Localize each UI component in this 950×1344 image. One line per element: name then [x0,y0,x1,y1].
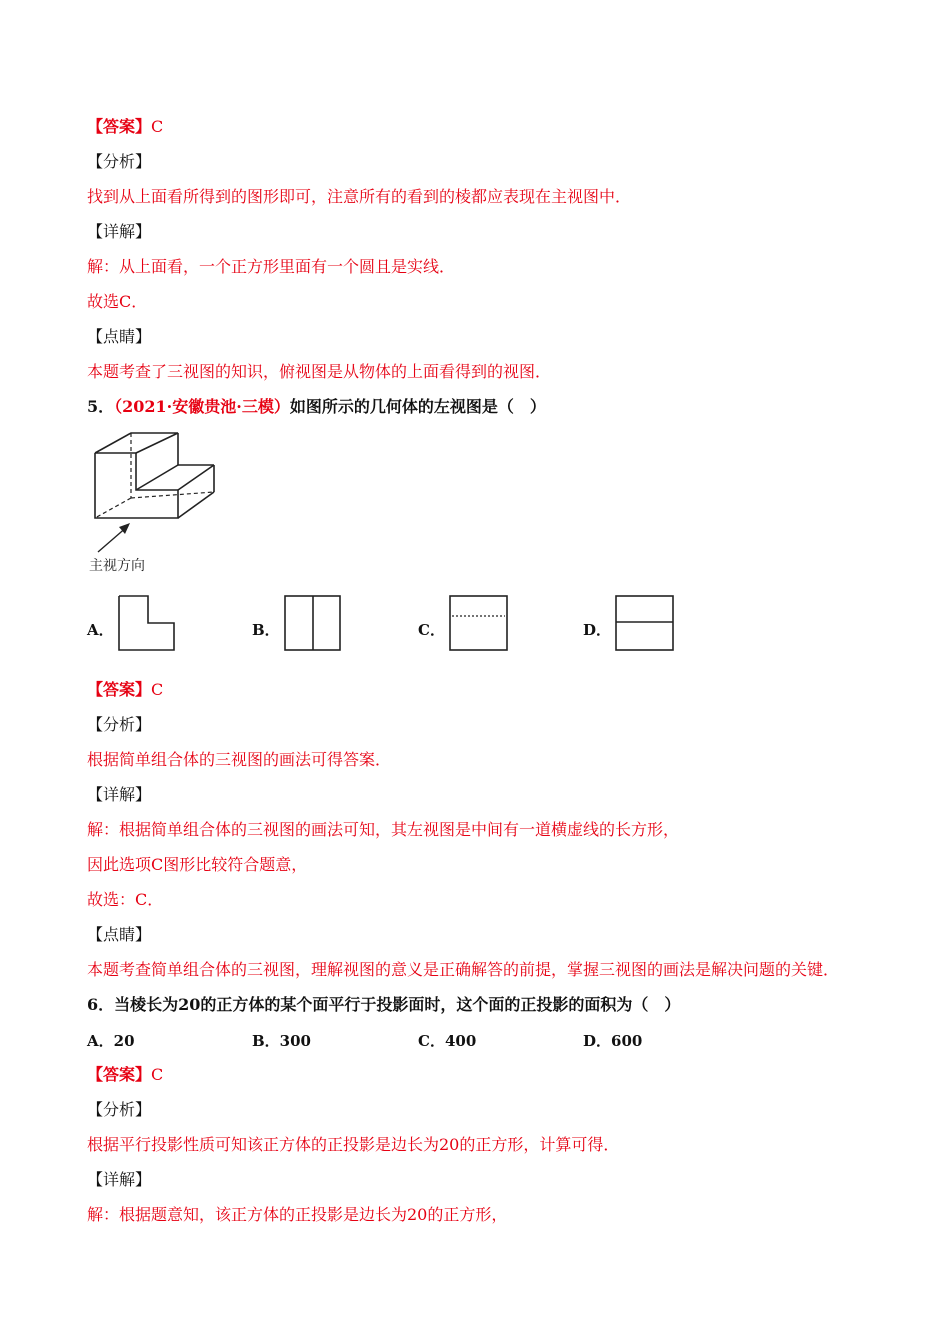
option-c-label: C． [418,621,445,639]
hidden-diagonal-edge [95,498,131,518]
answer-tag: 【答案】 [87,680,152,699]
answer-value: C [151,117,164,136]
figure-caption: 主视方向 [89,558,145,574]
analysis-text: 根据简单组合体的三视图的画法可得答案． [87,750,392,769]
comment-tag: 【点睛】 [87,925,152,944]
option-c: C．400 [418,1032,477,1050]
question-6-stem: 6．当棱长为20的正方体的某个面平行于投影面时，这个面的正投影的面积为（ ） [87,995,681,1014]
solid-figure [86,428,226,554]
answer-tag: 【答案】 [87,117,152,136]
detail-text: 解：从上面看，一个正方形里面有一个圆且是实线． [87,257,456,276]
comment-tag: 【点睛】 [87,327,152,346]
option-a: A．20 [87,1032,135,1050]
q6-answer-line [87,1065,163,1085]
comment-text: 本题考查了三视图的知识，俯视图是从物体的上面看得到的视图． [87,362,552,381]
detail-conclusion: 故选：C． [87,890,164,909]
detail-text-2: 因此选项C图形比较符合题意， [87,855,308,874]
option-d: D．600 [583,1032,643,1050]
detail-text: 解：根据简单组合体的三视图的画法可知，其左视图是中间有一道横虚线的长方形， [87,820,680,839]
hidden-bottom-edge [131,492,214,498]
analysis-tag: 【分析】 [87,152,152,171]
answer-value: C [151,1065,164,1084]
analysis-tag: 【分析】 [87,1100,152,1119]
answer-value: C [151,680,164,699]
q5-answer-line [87,680,163,700]
question-text: 如图所示的几何体的左视图是（ ） [289,397,546,416]
option-b-label: B． [252,621,280,639]
detail-tag: 【详解】 [87,785,152,804]
q4-answer-line [87,117,163,137]
detail-tag: 【详解】 [87,1170,152,1189]
view-direction-arrow [98,523,130,552]
detail-conclusion: 故选C． [87,292,148,311]
option-a-label: A． [87,621,114,639]
option-d-figure [614,594,676,652]
answer-tag: 【答案】 [87,1065,152,1084]
question-number: 5． [87,397,115,416]
option-c-figure [448,594,510,652]
detail-text: 解：根据题意知，该正方体的正投影是边长为20的正方形， [87,1205,508,1224]
analysis-text: 根据平行投影性质可知该正方体的正投影是边长为20的正方形，计算可得． [87,1135,620,1154]
question-source: （2021·安徽贵池·三模） [114,397,290,416]
analysis-tag: 【分析】 [87,715,152,734]
detail-tag: 【详解】 [87,222,152,241]
top-tall-face [95,433,178,453]
option-b-figure [283,594,343,652]
analysis-text: 找到从上面看所得到的图形即可，注意所有的看到的棱都应表现在主视图中． [87,187,632,206]
front-face [95,453,178,518]
option-b: B．300 [252,1032,311,1050]
comment-text: 本题考查简单组合体的三视图，理解视图的意义是正确解答的前提，掌握三视图的画法是解决问题的关键． [87,960,840,979]
option-a-figure [117,594,177,652]
question-6-options [87,1030,787,1050]
question-5-stem [87,397,546,417]
option-d-label: D． [583,621,612,639]
